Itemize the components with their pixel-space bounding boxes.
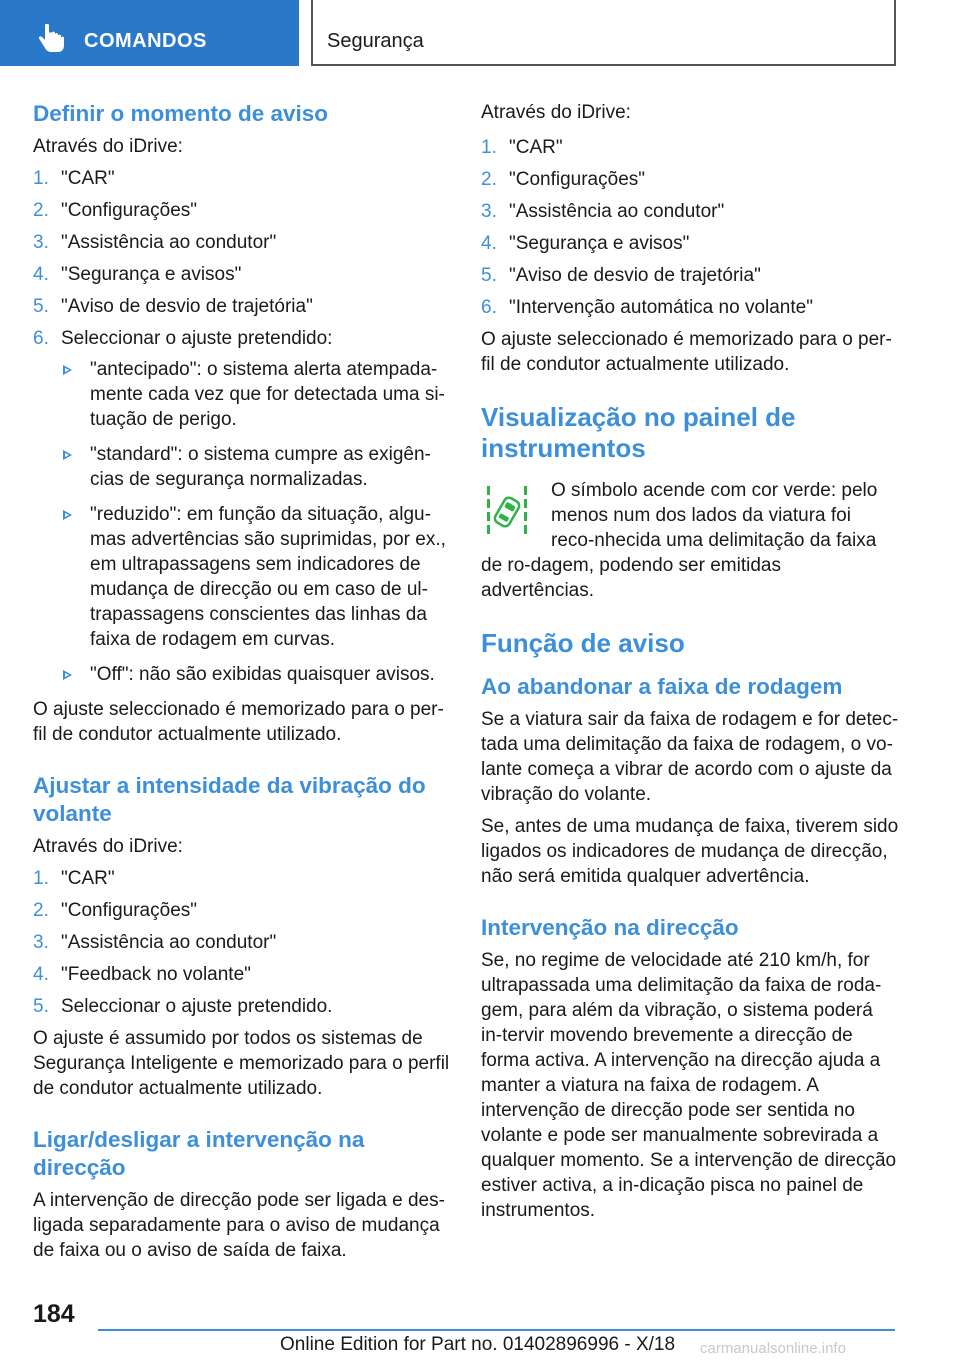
step-number: 2. [33, 200, 49, 221]
lane-departure-icon [485, 482, 529, 536]
list-item [481, 167, 899, 192]
list-item [33, 262, 451, 287]
paragraph-intro: Através do iDrive: [33, 836, 183, 857]
step-text: "Assistência ao condutor" [61, 932, 277, 953]
step-text: "Intervenção automática no volante" [509, 297, 813, 318]
step-text: "CAR" [61, 168, 115, 189]
heading-ligar-desligar-intervencao: Ligar/desligar a intervenção na direcção [33, 1127, 365, 1180]
steps-list [33, 866, 451, 1019]
heading-abandonar-faixa: Ao abandonar a faixa de rodagem [481, 674, 843, 699]
edition-text: Online Edition for Part no. 01402896996 - X/18 [280, 1334, 676, 1355]
step-number: 5. [33, 296, 49, 317]
paragraph-note: O ajuste é assumido por todos os sistemas de Segurança Inteligente e memorizado para o perfil de condutor actualmente utilizado. [33, 1028, 450, 1099]
left-column [33, 100, 451, 1270]
step-number: 3. [33, 932, 49, 953]
triangle-bullet-icon [63, 510, 72, 520]
step-number: 5. [33, 996, 49, 1017]
step-text: "Configurações" [509, 169, 646, 190]
list-item [33, 962, 451, 987]
step-number: 6. [481, 297, 497, 318]
list-item [481, 199, 899, 224]
bullet-text: "Off": não são exibidas quaisquer avisos. [90, 664, 435, 685]
page-number: 184 [33, 1300, 75, 1328]
section-label: Segurança [327, 30, 424, 52]
paragraph-note: O ajuste seleccionado é memorizado para o per-fil de condutor actualmente utilizado. [481, 329, 892, 375]
steps-list [481, 135, 899, 320]
steps-list [33, 166, 451, 687]
step-number: 4. [33, 264, 49, 285]
paragraph-intro: Através do iDrive: [33, 136, 183, 157]
options-list [61, 357, 451, 687]
hand-pointer-icon [36, 24, 68, 54]
triangle-bullet-icon [63, 365, 72, 375]
step-number: 1. [33, 868, 49, 889]
list-item [33, 230, 451, 255]
chapter-label: COMANDOS [84, 30, 207, 52]
list-item [481, 135, 899, 160]
triangle-bullet-icon [63, 670, 72, 680]
step-text: Seleccionar o ajuste pretendido: [61, 328, 333, 349]
symbol-description [481, 478, 899, 603]
step-number: 2. [481, 169, 497, 190]
list-item [481, 231, 899, 256]
step-text: "Assistência ao condutor" [509, 201, 725, 222]
step-text: "Segurança e avisos" [509, 233, 690, 254]
bullet-text: "antecipado": o sistema alerta atempada-mente cada vez que for detectada uma si-tuação de perigo. [90, 359, 445, 430]
list-item [61, 442, 451, 492]
right-column [481, 100, 899, 1230]
list-item [481, 263, 899, 288]
bullet-text: "reduzido": em função da situação, algu-mas advertências são suprimidas, por ex., em ultrapassagens sem indicadores de mudança de direcção ou em caso de ul-trapassagens conscientes das linhas da faixa de rodagem em curvas. [90, 504, 446, 650]
chapter-tab [0, 0, 299, 66]
heading-funcao-aviso: Função de aviso [481, 628, 685, 658]
heading-intervencao-direccao: Intervenção na direcção [481, 915, 739, 940]
list-item [33, 166, 451, 191]
step-number: 1. [481, 137, 497, 158]
list-item [61, 502, 451, 652]
watermark: carmanualsonline.info [700, 1340, 846, 1357]
heading-intensidade-vibracao: Ajustar a intensidade da vibração do volante [33, 773, 426, 826]
list-item [61, 357, 451, 432]
list-item [33, 294, 451, 319]
paragraph-text: Se, no regime de velocidade até 210 km/h, for ultrapassada uma delimitação da faixa de roda-gem, para além da vibração, o sistema poderá in-tervir movendo brevemente a direcção de forma activa. A intervenção na direcção ajuda a manter a viatura na faixa de rodagem. A intervenção de direcção pode ser sentida no volante e pode ser manualmente sobrevirada a qualquer momento. Se a intervenção de direcção estiver activa, a in-dicação pisca no painel de instrumentos. [481, 950, 897, 1221]
footer-divider [98, 1329, 895, 1331]
paragraph-text: Se a viatura sair da faixa de rodagem e for detec-tada uma delimitação da faixa de rodagem, o vo-lante começa a vibrar de acordo com o ajuste da vibração do volante. [481, 709, 899, 805]
step-number: 1. [33, 168, 49, 189]
step-text: Seleccionar o ajuste pretendido. [61, 996, 333, 1017]
step-number: 4. [481, 233, 497, 254]
list-item [33, 198, 451, 223]
step-text: "Aviso de desvio de trajetória" [61, 296, 313, 317]
step-number: 6. [33, 328, 49, 349]
step-text: "Configurações" [61, 900, 198, 921]
step-number: 3. [33, 232, 49, 253]
step-text: "Configurações" [61, 200, 198, 221]
heading-visualizacao-painel: Visualização no painel de instrumentos [481, 402, 796, 463]
step-number: 3. [481, 201, 497, 222]
page-header [0, 0, 960, 66]
section-box [311, 0, 896, 66]
list-item [61, 662, 451, 687]
heading-definir-momento-aviso: Definir o momento de aviso [33, 101, 329, 126]
step-text: "Assistência ao condutor" [61, 232, 277, 253]
step-text: "CAR" [509, 137, 563, 158]
list-item [33, 994, 451, 1019]
paragraph-note: O ajuste seleccionado é memorizado para o per-fil de condutor actualmente utilizado. [33, 699, 444, 745]
triangle-bullet-icon [63, 450, 72, 460]
list-item [33, 930, 451, 955]
list-item [33, 326, 451, 687]
step-number: 2. [33, 900, 49, 921]
bullet-text: "standard": o sistema cumpre as exigên-cias de segurança normalizadas. [90, 444, 431, 490]
list-item [33, 898, 451, 923]
list-item [33, 866, 451, 891]
step-text: "Aviso de desvio de trajetória" [509, 265, 761, 286]
paragraph-text: Se, antes de uma mudança de faixa, tiverem sido ligados os indicadores de mudança de direcção, não será emitida qualquer advertência. [481, 816, 899, 887]
step-number: 4. [33, 964, 49, 985]
step-text: "Feedback no volante" [61, 964, 251, 985]
paragraph-intro: Através do iDrive: [481, 102, 631, 123]
paragraph-symbol-text: O símbolo acende com cor verde: pelo menos num dos lados da viatura foi reco-nhecida uma delimitação da faixa de ro-dagem, podendo ser emitidas advertências. [481, 480, 878, 601]
list-item [481, 295, 899, 320]
paragraph-text: A intervenção de direcção pode ser ligada e des-ligada separadamente para o aviso de mudança de faixa ou o aviso de saída de faixa. [33, 1190, 445, 1261]
step-number: 5. [481, 265, 497, 286]
step-text: "CAR" [61, 868, 115, 889]
step-text: "Segurança e avisos" [61, 264, 242, 285]
